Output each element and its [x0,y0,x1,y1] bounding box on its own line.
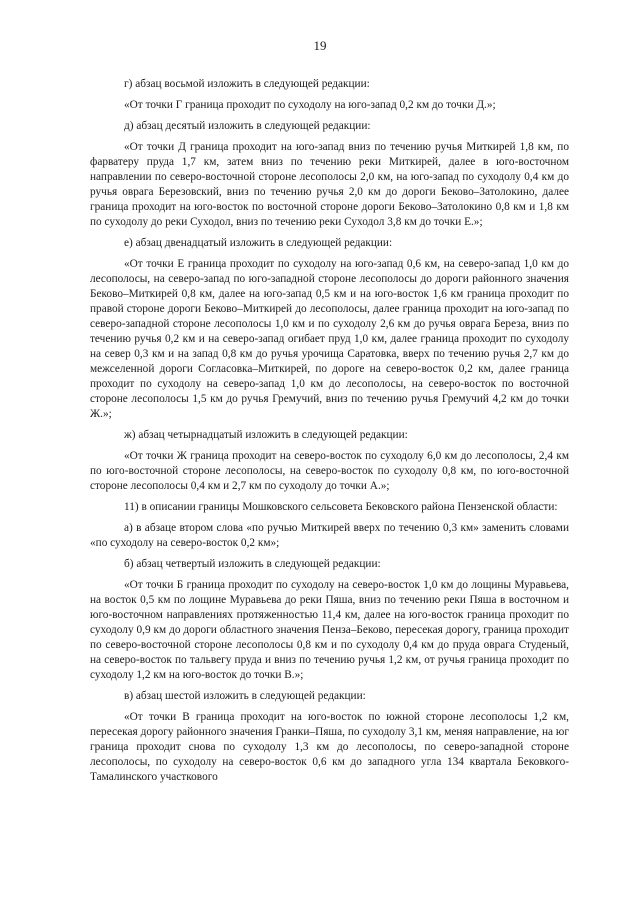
paragraph-item-d: д) абзац десятый изложить в следующей редакции: [124,120,371,132]
paragraph-item-e: е) абзац двенадцатый изложить в следующей редакции: [124,237,393,249]
paragraph-quote-zh: «От точки Ж граница проходит на северо-восток по суходолу 6,0 км до лесополосы, 2,4 км по юго-восточной стороне лесополосы, на северо-восток по суходолу 0,8 км, по юго-восточной стороне лесополосы 0,4 км и 2,7 км по суходолу до точки А.»; [90,450,569,492]
paragraph-item-v: в) абзац шестой изложить в следующей редакции: [124,690,366,702]
paragraph-item-b: б) абзац четвертый изложить в следующей редакции: [124,558,381,570]
paragraph-quote-b: «От точки Б граница проходит по суходолу на северо-восток 1,0 км до лощины Муравьева, на восток 0,5 км по лощине Муравьева до реки Пяша, вниз по течению реки Пяша в восточном и юго-восточном направлениях протяженностью 11,4 км, далее на юго-восток граница проходит по суходолу 0,9 км до дороги областного значения Пенза–Беково, пересекая дорогу, граница проходит по северо-восточной стороне лесополосы 0,8 км и по суходолу 0,4 км до пруда оврага Студеный, на северо-восток по тальвегу пруда и вниз по течению ручья 1,2 км, от ручья граница проходит по суходолу 1,2 км на юго-восток до точки В.»; [90,579,569,681]
paragraph-quote-e: «От точки Е граница проходит по суходолу на юго-запад 0,6 км, на северо-запад 1,0 км до лесополосы, на северо-запад по юго-западной стороне лесополосы до дороги районного значения Беково–Миткирей 0,8 км, далее на юго-запад 0,5 км и на юго-восток 1,6 км граница проходит по правой стороне дороги Беково–Миткирей до лесополосы, далее граница проходит на юго-запад по северо-западной стороне лесополосы 1,0 км и по суходолу 2,6 км до ручья оврага Береза, вниз по течению ручья 0,2 км и на северо-запад огибает пруд 1,0 км, далее граница проходит по суходолу на север 0,3 км и на запад 0,8 км до ручья урочища Саратовка, вверх по течению ручья 2,7 км до межселенной дороги Согласовка–Миткирей, по дороге на северо-восток 0,2 км, далее граница проходит по суходолу на северо-запад 1,0 км до лесополосы, на северо-восток по восточной стороне лесополосы 1,5 км до ручья Гремучий, вниз по течению ручья Гремучий 4,2 км до точки Ж.»; [90,258,569,420]
document-body [90,77,569,791]
paragraph-item-a: а) в абзаце втором слова «по ручью Миткирей вверх по течению 0,3 км» заменить словами «по суходолу на северо-восток 0,2 км»; [90,522,569,549]
paragraph-section-11: 11) в описании границы Мошковского сельсовета Бековского района Пензенской области: [124,501,558,513]
paragraph-item-g: г) абзац восьмой изложить в следующей редакции: [124,78,370,90]
page-number: 19 [313,38,327,53]
paragraph-quote-d: «От точки Д граница проходит на юго-запад вниз по течению ручья Миткирей 1,8 км, по фарватеру пруда 1,7 км, затем вниз по течению реки Миткирей, далее в юго-восточном направлении по северо-восточной стороне лесополосы 2,0 км, на юго-запад по суходолу 0,4 км до ручья оврага Березовский, вниз по течению ручья 2,0 км до дороги Беково–Затолокино, далее граница проходит на юго-восток по восточной стороне дороги Беково–Затолокино 0,8 км и 1,8 км по суходолу до реки Суходол, вниз по течению реки Суходол 3,8 км до точки Е.»; [90,141,569,228]
paragraph-quote-g: «От точки Г граница проходит по суходолу на юго-запад 0,2 км до точки Д.»; [124,99,496,111]
paragraph-quote-v: «От точки В граница проходит на юго-восток по южной стороне лесополосы 1,2 км, пересекая дорогу районного значения Гранки–Пяша, по суходолу 3,1 км, меняя направление, на юг граница проходит снова по суходолу 1,3 км до лесополосы, по северо-западной стороне лесополосы, по суходолу на северо-восток 0,6 км до западного угла 134 квартала Бековкого-Тамалинского участкового [90,711,569,783]
paragraph-item-zh: ж) абзац четырнадцатый изложить в следующей редакции: [124,429,408,441]
